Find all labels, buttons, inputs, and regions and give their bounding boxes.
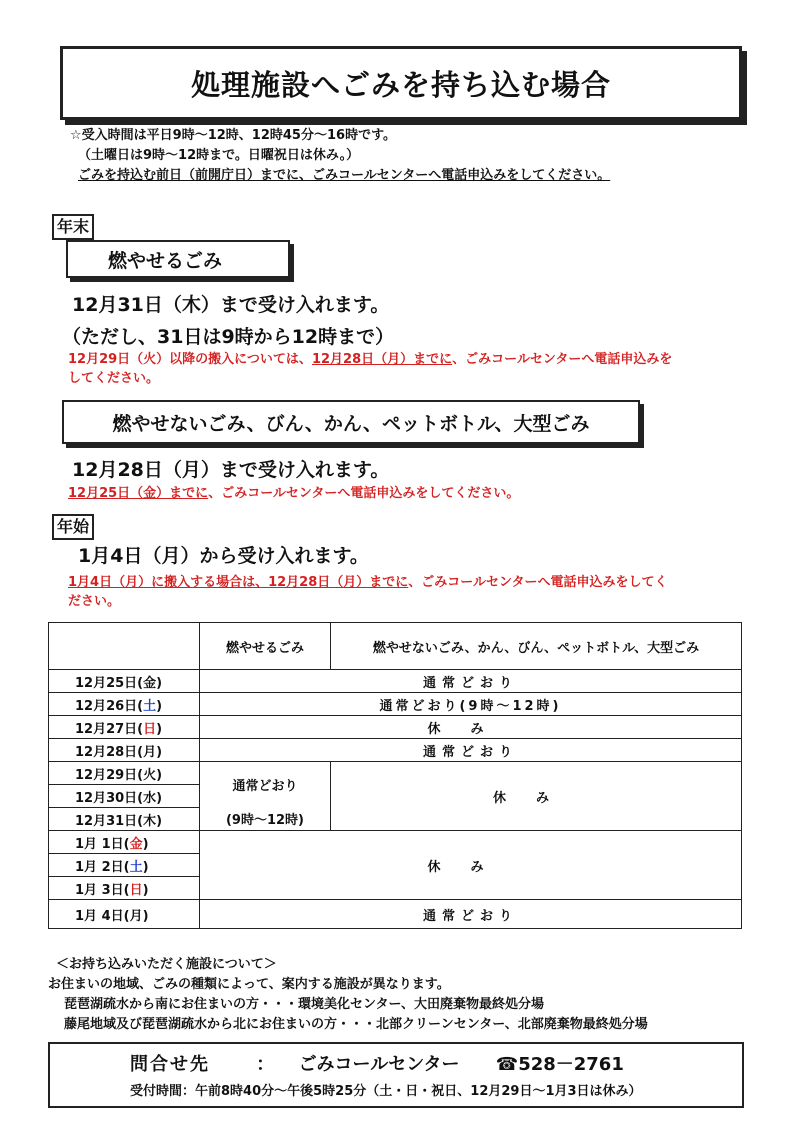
facility-line-3: 藤尾地域及び琵琶湖疏水から北にお住まいの方・・・北部クリーンセンター、北部廃棄物最終処分場: [64, 1017, 648, 1032]
row-value: 通常どおり: [200, 670, 742, 693]
row-date: 12月28日(月): [49, 739, 200, 762]
row-date: 1月 3日(日): [49, 877, 200, 900]
new-year-note-b: 12月28日（月）までに: [268, 575, 409, 590]
nonburnable-note: [68, 484, 519, 503]
new-year-main: 1月4日（月）から受け入れます。: [78, 545, 369, 567]
table-header-nonburnable: 燃やせないごみ、かん、びん、ペットボトル、大型ごみ: [331, 623, 742, 670]
phone-icon: ☎: [495, 1054, 519, 1075]
row-value: 通常どおり(9時～12時): [200, 693, 742, 716]
table-header-blank: [49, 623, 200, 670]
year-end-tag: 年末: [52, 214, 94, 240]
contact-hours: 受付時間：午前8時40分～午後5時25分（土・日・祝日、12月29日～1月3日は休み）: [130, 1084, 642, 1099]
facility-line-1: お住まいの地域、ごみの種類によって、案内する施設が異なります。: [48, 977, 450, 992]
new-year-note-c: 、ごみコールセンターへ電話申込みをしてく: [408, 575, 668, 590]
burnable-heading: 燃やせるごみ: [108, 249, 223, 272]
page-title: 処理施設へごみを持ち込む場合: [190, 67, 611, 102]
burnable-note-b: 12月28日（月）までに: [311, 352, 453, 367]
nonburnable-heading: 燃やせないごみ、びん、かん、ペットボトル、大型ごみ: [112, 412, 590, 435]
nonburnable-note-b: 、ごみコールセンターへ電話申込みをしてください。: [208, 486, 520, 501]
row-date: 12月30日(水): [49, 785, 200, 808]
new-year-note-a: 1月4日（月）に搬入する場合は、: [68, 575, 269, 590]
table-row: [49, 716, 742, 739]
nonburnable-heading-box: [62, 400, 640, 444]
table-row: [49, 762, 742, 785]
span-burnable-a: 通常どおり: [200, 762, 331, 808]
facility-line-2: 琵琶湖疏水から南にお住まいの方・・・環境美化センター、大田廃棄物最終処分場: [64, 997, 544, 1012]
row-date: 12月27日(日): [49, 716, 200, 739]
row-date: 12月26日(土): [49, 693, 200, 716]
contact-name: ごみコールセンター: [298, 1054, 460, 1075]
table-row: [49, 900, 742, 929]
table-row: [49, 693, 742, 716]
burnable-main-2: （ただし、31日は9時から12時まで）: [62, 326, 395, 348]
contact-label: 問合せ先: [130, 1054, 210, 1075]
intro-line-3: ごみを持込む前日（前開庁日）までに、ごみコールセンターへ電話申込みをしてください。: [78, 168, 611, 183]
row-date: 1月 2日(土): [49, 854, 200, 877]
table-row: [49, 739, 742, 762]
new-year-note-d: ださい。: [68, 594, 121, 609]
nonburnable-main: 12月28日（月）まで受け入れます。: [72, 459, 390, 481]
contact-main-line: [130, 1050, 624, 1076]
table-row: [49, 831, 742, 854]
intro-line-2: （土曜日は9時～12時まで。日曜祝日は休み。）: [78, 148, 360, 163]
row-date: 12月31日(木): [49, 808, 200, 831]
nonburnable-note-a: 12月25日（金）までに: [68, 486, 209, 501]
facility-heading: ＜お持ち込みいただく施設について＞: [56, 957, 277, 972]
table-header-row: [49, 623, 742, 670]
intro-line-1: ☆受入時間は平日9時～12時、12時45分～16時です。: [70, 128, 397, 143]
row-date: 1月 4日(月): [49, 900, 200, 929]
contact-phone: 528－2761: [518, 1054, 624, 1075]
burnable-note-c: 、ごみコールセンターへ電話申込みを: [452, 352, 673, 367]
burnable-heading-box: [66, 240, 290, 278]
intro-block: [70, 126, 610, 186]
contact-box: [48, 1042, 744, 1108]
row-date: 12月25日(金): [49, 670, 200, 693]
table-row: [49, 670, 742, 693]
title-box: [60, 46, 742, 120]
schedule-table: [48, 622, 742, 929]
row-value: 通常どおり: [200, 739, 742, 762]
row-date: 12月29日(火): [49, 762, 200, 785]
new-year-tag: 年始: [52, 514, 94, 540]
span-burnable-b: (9時～12時): [200, 808, 331, 831]
span-newyear: 休み: [200, 831, 742, 900]
contact-colon: ：: [256, 1054, 275, 1075]
row-date: 1月 1日(金): [49, 831, 200, 854]
burnable-note-a: 12月29日（火）以降の搬入については、: [68, 352, 312, 367]
new-year-note: [68, 573, 748, 611]
burnable-main-1: 12月31日（木）まで受け入れます。: [72, 294, 390, 316]
burnable-note: [68, 350, 748, 388]
row-value: 休み: [200, 716, 742, 739]
row-value: 通常どおり: [200, 900, 742, 929]
span-nonburnable: 休み: [331, 762, 742, 831]
burnable-note-d: してください。: [68, 371, 160, 386]
table-header-burnable: 燃やせるごみ: [200, 623, 331, 670]
facility-info: [48, 955, 648, 1035]
